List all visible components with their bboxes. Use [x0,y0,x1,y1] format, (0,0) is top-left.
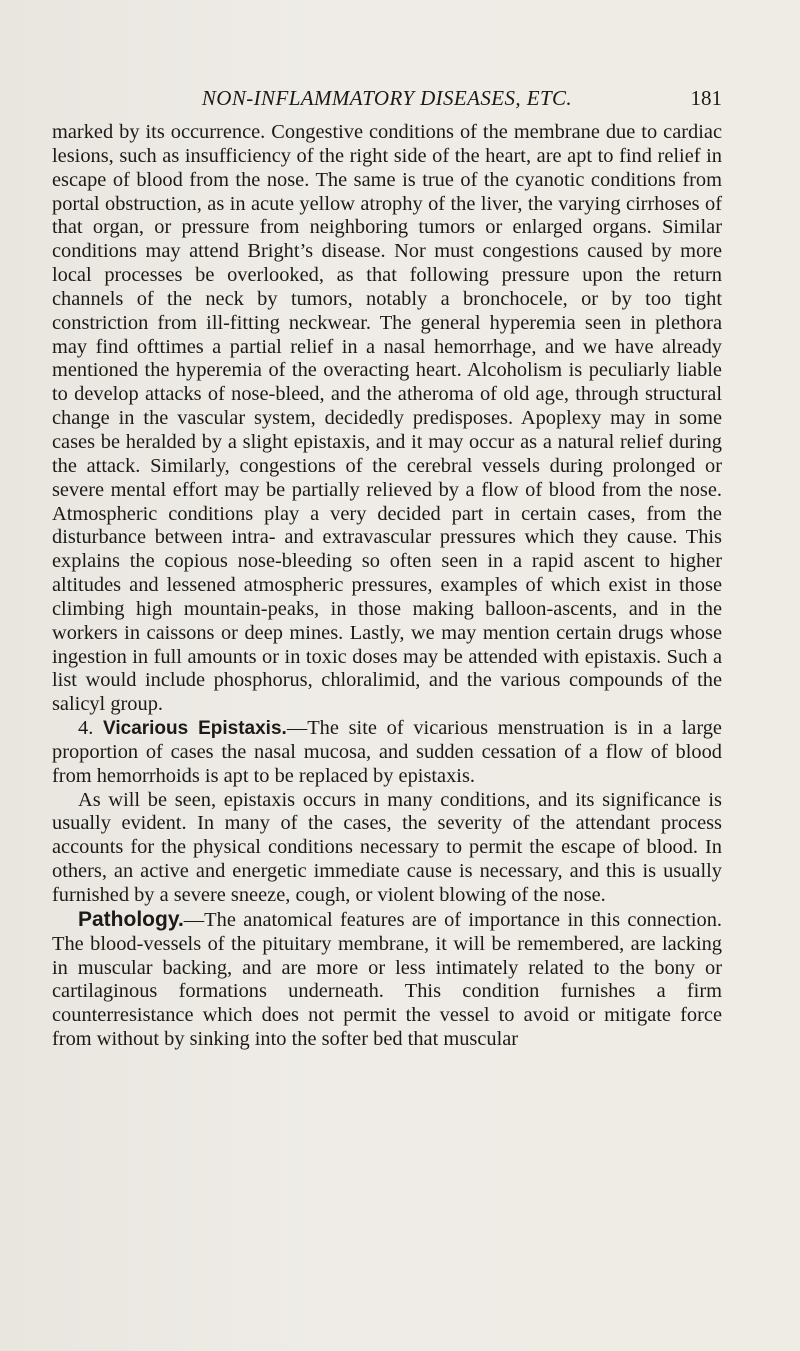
page-header [52,86,722,116]
section-heading-vicarious-epistaxis: Vicarious Epistaxis. [103,718,287,740]
running-title: NON-INFLAMMATORY DISEASES, ETC. [201,86,573,110]
paragraph-causes: marked by its occurrence. Congestive conditions of the membrane due to cardiac lesions, such as insufficiency of the right side of the heart, are apt to find relief in escape of blood from the nose. The same is true of the cyanotic conditions from portal obstruction, as in acute yellow atrophy of the liver, the varying cirrhoses of that organ, or pressure from neighboring tumors or enlarged organs. Similar conditions may attend Bright’s disease. Nor must congestions caused by more local processes be overlooked, as that following pressure upon the return channels of the neck by tumors, notably a bronchocele, or by too tight constriction from ill-fitting neckwear. The general hyperemia seen in plethora may find ofttimes a partial relief in a nasal hemorrhage, and we have already mentioned the hyperemia of the overacting heart. Alcoholism is peculiarly liable to develop attacks of nose-bleed, and the atheroma of old age, through structural change in the vascular system, decidedly predisposes. Apoplexy may in some cases be heralded by a slight epistaxis, and it may occur as a natural relief during the attack. Similarly, congestions of the cerebral vessels during prolonged or severe mental effort may be partially relieved by a flow of blood from the nose. Atmospheric conditions play a very decided part in certain cases, from the disturbance between intra- and extravascular pressures which they cause. This explains the copious nose-bleeding so often seen in a rapid ascent to higher altitudes and lessened atmospheric pressures, examples of which exist in those climbing high mountain-peaks, in those making balloon-ascents, and in the workers in caissons or deep mines. Lastly, we may mention certain drugs whose ingestion in full amounts or in toxic doses may be attended with epistaxis. Such a list would include phosphorus, chloralimid, and the various compounds of the salicyl group. [52,121,722,716]
paragraph-pathology-text: —The anatomical features are of importance in this connection. The blood-vessels of the pituitary membrane, it will be remembered, are lacking in muscular backing, and are more or less intimately related to the bony or cartilaginous formations underneath. This condition furnishes a firm counterresistance which does not permit the vessel to avoid or mitigate force from without by sinking into the softer bed that muscular [52,908,722,1051]
paragraph-pathology [52,908,722,1052]
section-heading-pathology: Pathology. [78,907,184,931]
paragraph-vicarious-epistaxis [52,717,722,789]
body-text [52,121,722,1052]
paragraph-significance: As will be seen, epistaxis occurs in many conditions, and its significance is usually evident. In many of the cases, the severity of the attendant process accounts for the physical conditions necessary to permit the escape of blood. In others, an active and energetic immediate cause is necessary, and this is usually furnished by a severe sneeze, cough, or violent blowing of the nose. [52,788,722,906]
paragraph-vicarious-text: —The site of vicarious menstruation is in a large proportion of cases the nasal mucosa, and sudden cessation of a flow of blood from hemorrhoids is apt to be replaced by epistaxis. [52,717,722,787]
section-number: 4. [78,717,94,740]
page-number: 181 [690,86,722,110]
